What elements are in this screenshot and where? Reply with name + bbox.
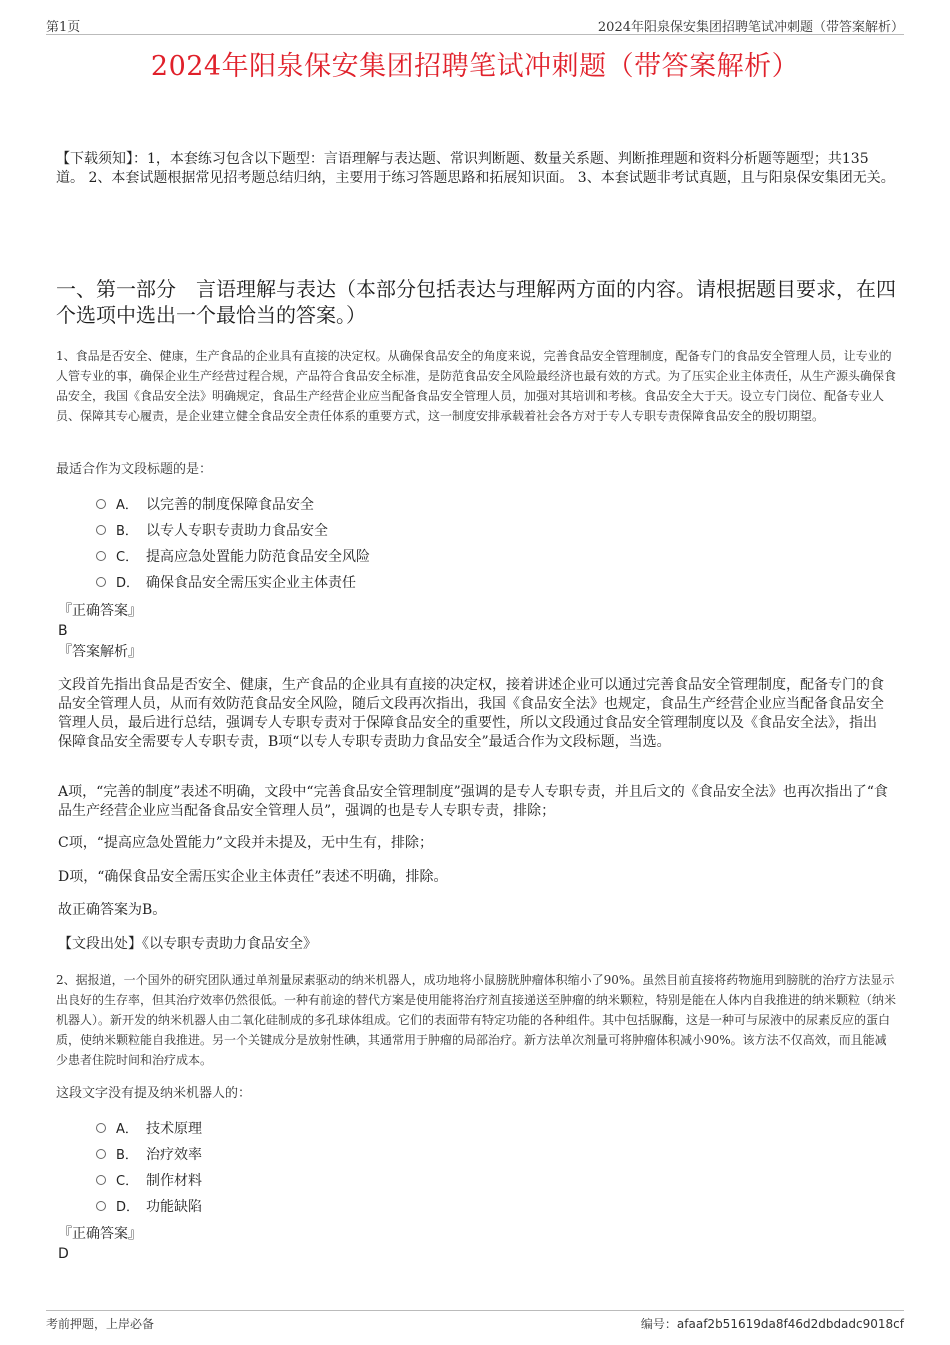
footer-code: 编号：afaaf2b51619da8f46d2dbdadc9018cf [640, 1317, 904, 1331]
option-c[interactable]: C． 制作材料 [96, 1168, 596, 1194]
radio-icon[interactable] [96, 1123, 106, 1133]
radio-icon[interactable] [96, 1175, 106, 1185]
radio-icon[interactable] [96, 525, 106, 535]
analysis-paragraph: A项，“完善的制度”表述不明确，文段中“完善食品安全管理制度”强调的是专人专职专责，并且后文的《食品安全法》也再次指出了“食品生产经营企业应当配备食品安全管理人员”，强调的也是专人专职专责，排除； [58, 784, 888, 819]
analysis-paragraph: 故正确答案为B。 [58, 902, 167, 918]
analysis-label: 『答案解析』 [58, 644, 142, 660]
answer-value: B [58, 623, 68, 639]
option-d[interactable]: D． 功能缺陷 [96, 1194, 596, 1220]
radio-icon[interactable] [96, 499, 106, 509]
question-1-prompt: 最适合作为文段标题的是： [56, 462, 213, 477]
option-a[interactable]: A． 技术原理 [96, 1116, 596, 1142]
analysis-paragraph: C项，“提高应急处置能力”文段并未提及，无中生有，排除； [58, 835, 434, 851]
document-title: 2024年阳泉保安集团招聘笔试冲刺题（带答案解析） [150, 51, 800, 82]
download-notice: 【下载须知】：1，本套练习包含以下题型：言语理解与表达题、常识判断题、数量关系题、判断推理题和资料分析题等题型；共135道。 2、本套试题根据常见招考题总结归纳，主要用于练习答题思路和拓展知识面。 3、本套试题非考试真题，且与阳泉保安集团无关。 [56, 151, 895, 186]
analysis-paragraph: D项，“确保食品安全需压实企业主体责任”表述不明确，排除。 [58, 869, 448, 885]
answer-label: 『正确答案』 [58, 1226, 142, 1242]
option-a[interactable]: A． 以完善的制度保障食品安全 [96, 492, 596, 518]
radio-icon[interactable] [96, 1149, 106, 1159]
page-header [46, 14, 904, 35]
question-2-stem: 2、据报道，一个国外的研究团队通过单剂量尿素驱动的纳米机器人，成功地将小鼠膀胱肿瘤体积缩小了90%。虽然目前直接将药物施用到膀胱的治疗方法显示出良好的生存率，但其治疗效率仍然很低。一种有前途的替代方案是使用能将治疗剂直接递送至肿瘤的纳米颗粒，特别是能在人体内自我推进的纳米颗粒（纳米机器人）。新开发的纳米机器人由二氧化硅制成的多孔球体组成。它们的表面带有特定功能的各种组件。其中包括脲酶，这是一种可与尿液中的尿素反应的蛋白质，使纳米颗粒能自我推进。另一个关键成分是放射性碘，其通常用于肿瘤的局部治疗。新方法单次剂量可将肿瘤体积减小90%。该方法不仅高效，而且能减少患者住院时间和治疗成本。 [56, 973, 897, 1067]
answer-value: D [58, 1246, 69, 1262]
question-1-stem: 1、食品是否安全、健康，生产食品的企业具有直接的决定权。从确保食品安全的角度来说，完善食品安全管理制度，配备专门的食品安全管理人员，让专业的人管专业的事，确保企业生产经营过程合规，产品符合食品安全标准，是防范食品安全风险最经济也最有效的方式。为了压实企业主体责任，从生产源头确保食品安全，我国《食品安全法》明确规定，食品生产经营企业应当配备食品安全管理人员，加强对其培训和考核。食品安全大于天。设立专门岗位、配备专业人员、保障其专心履责，是企业建立健全食品安全责任体系的重要方式，这一制度安排承载着社会各方对于专人专职专责保障食品安全的殷切期望。 [56, 349, 897, 423]
analysis-paragraph: 文段首先指出食品是否安全、健康，生产食品的企业具有直接的决定权，接着讲述企业可以通过完善食品安全管理制度，配备专门的食品安全管理人员，从而有效防范食品安全风险，随后文段再次指出，我国《食品安全法》也规定，食品生产经营企业应当配备食品安全管理人员，最后进行总结，强调专人专职专责对于保障食品安全的重要性，所以文段通过食品安全管理制度以及《食品安全法》，指出保障食品安全需要专人专职专责，B项“以专人专职专责助力食品安全”最适合作为文段标题，当选。 [58, 677, 884, 750]
option-d[interactable]: D． 确保食品安全需压实企业主体责任 [96, 570, 596, 596]
option-b[interactable]: B． 以专人专职专责助力食品安全 [96, 518, 596, 544]
section-heading: 一、第一部分 言语理解与表达（本部分包括表达与理解两方面的内容。请根据题目要求，在四个选项中选出一个最恰当的答案。） [56, 277, 896, 327]
footer-slogan: 考前押题，上岸必备 [46, 1317, 155, 1331]
option-c[interactable]: C． 提高应急处置能力防范食品安全风险 [96, 544, 596, 570]
question-2-prompt: 这段文字没有提及纳米机器人的： [56, 1086, 252, 1101]
page-number: 第1页 [46, 20, 81, 35]
radio-icon[interactable] [96, 577, 106, 587]
header-doc-title: 2024年阳泉保安集团招聘笔试冲刺题（带答案解析） [597, 20, 904, 35]
option-b[interactable]: B． 治疗效率 [96, 1142, 596, 1168]
question-1-options [96, 492, 596, 596]
answer-label: 『正确答案』 [58, 603, 142, 619]
passage-source: 【文段出处】《以专职专责助力食品安全》 [58, 936, 317, 952]
radio-icon[interactable] [96, 1201, 106, 1211]
question-2-options [96, 1116, 596, 1220]
radio-icon[interactable] [96, 551, 106, 561]
page-footer [46, 1310, 904, 1335]
